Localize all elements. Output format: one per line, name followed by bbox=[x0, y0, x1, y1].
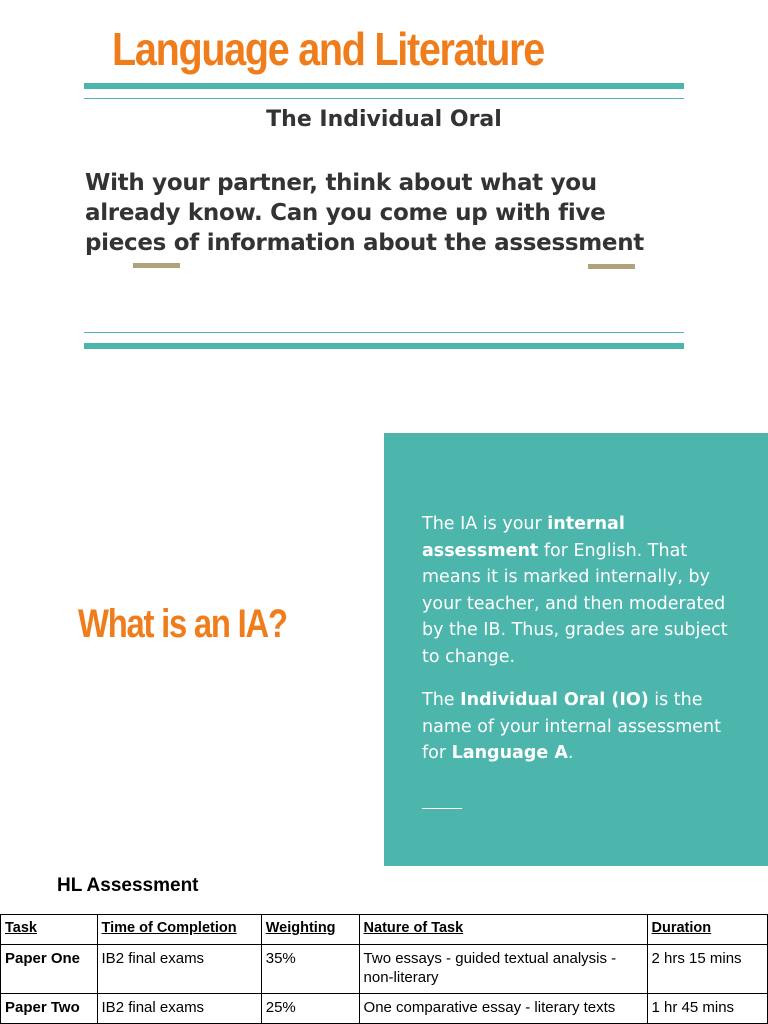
bold-run: Individual Oral (IO) bbox=[460, 690, 649, 710]
ia-definition-paragraph bbox=[422, 511, 742, 671]
box-divider bbox=[422, 808, 462, 809]
bold-run: internal assessment bbox=[422, 514, 625, 561]
table-cell: One comparative essay - literary texts bbox=[359, 994, 647, 1024]
io-definition-paragraph bbox=[422, 687, 742, 767]
teal-rule-bottom bbox=[84, 343, 684, 349]
slide1-subtitle: The Individual Oral bbox=[266, 107, 502, 132]
column-header: Nature of Task bbox=[359, 915, 647, 945]
slide1-title: Language and Literature bbox=[112, 23, 544, 75]
text-run: The IA is your bbox=[422, 514, 548, 534]
text-run: for English. That means it is marked internally, by your teacher, and then moderated by the IB. Thus, grades are subject to change. bbox=[422, 540, 728, 667]
slide1-prompt: With your partner, think about what you already know. Can you come up with five pieces of information about the assessment bbox=[85, 170, 644, 256]
table-cell: 2 hrs 15 mins bbox=[647, 945, 768, 994]
hl-assessment-heading: HL Assessment bbox=[57, 875, 199, 896]
column-header: Weighting bbox=[261, 915, 359, 945]
table-cell: 35% bbox=[261, 945, 359, 994]
ia-definition-box bbox=[384, 433, 768, 866]
teal-thin-rule-top bbox=[84, 98, 684, 99]
tan-accent-left bbox=[133, 263, 180, 268]
column-header: Time of Completion bbox=[97, 915, 261, 945]
column-header: Duration bbox=[647, 915, 768, 945]
text-run: is the name of your internal assessment for bbox=[422, 690, 721, 764]
table-cell: Paper One bbox=[1, 945, 98, 994]
table-cell: 25% bbox=[261, 994, 359, 1024]
table-cell: 1 hr 45 mins bbox=[647, 994, 768, 1024]
text-run: . bbox=[567, 743, 574, 764]
assessment-table bbox=[0, 914, 768, 1024]
column-header: Task bbox=[1, 915, 98, 945]
tan-accent-right bbox=[588, 264, 635, 269]
table-cell: IB2 final exams bbox=[97, 994, 261, 1024]
table-cell: IB2 final exams bbox=[97, 945, 261, 994]
table-cell: Two essays - guided textual analysis - non-literary bbox=[359, 945, 647, 994]
teal-thin-rule-bottom bbox=[84, 332, 684, 333]
table-row bbox=[1, 994, 768, 1024]
text-run: The bbox=[422, 690, 461, 710]
table-header-row bbox=[1, 915, 768, 945]
table-cell: Paper Two bbox=[1, 994, 98, 1024]
slide2-title: What is an IA? bbox=[78, 602, 287, 646]
teal-rule-top bbox=[84, 83, 684, 89]
bold-run: Language A bbox=[451, 743, 568, 764]
table-row bbox=[1, 945, 768, 994]
